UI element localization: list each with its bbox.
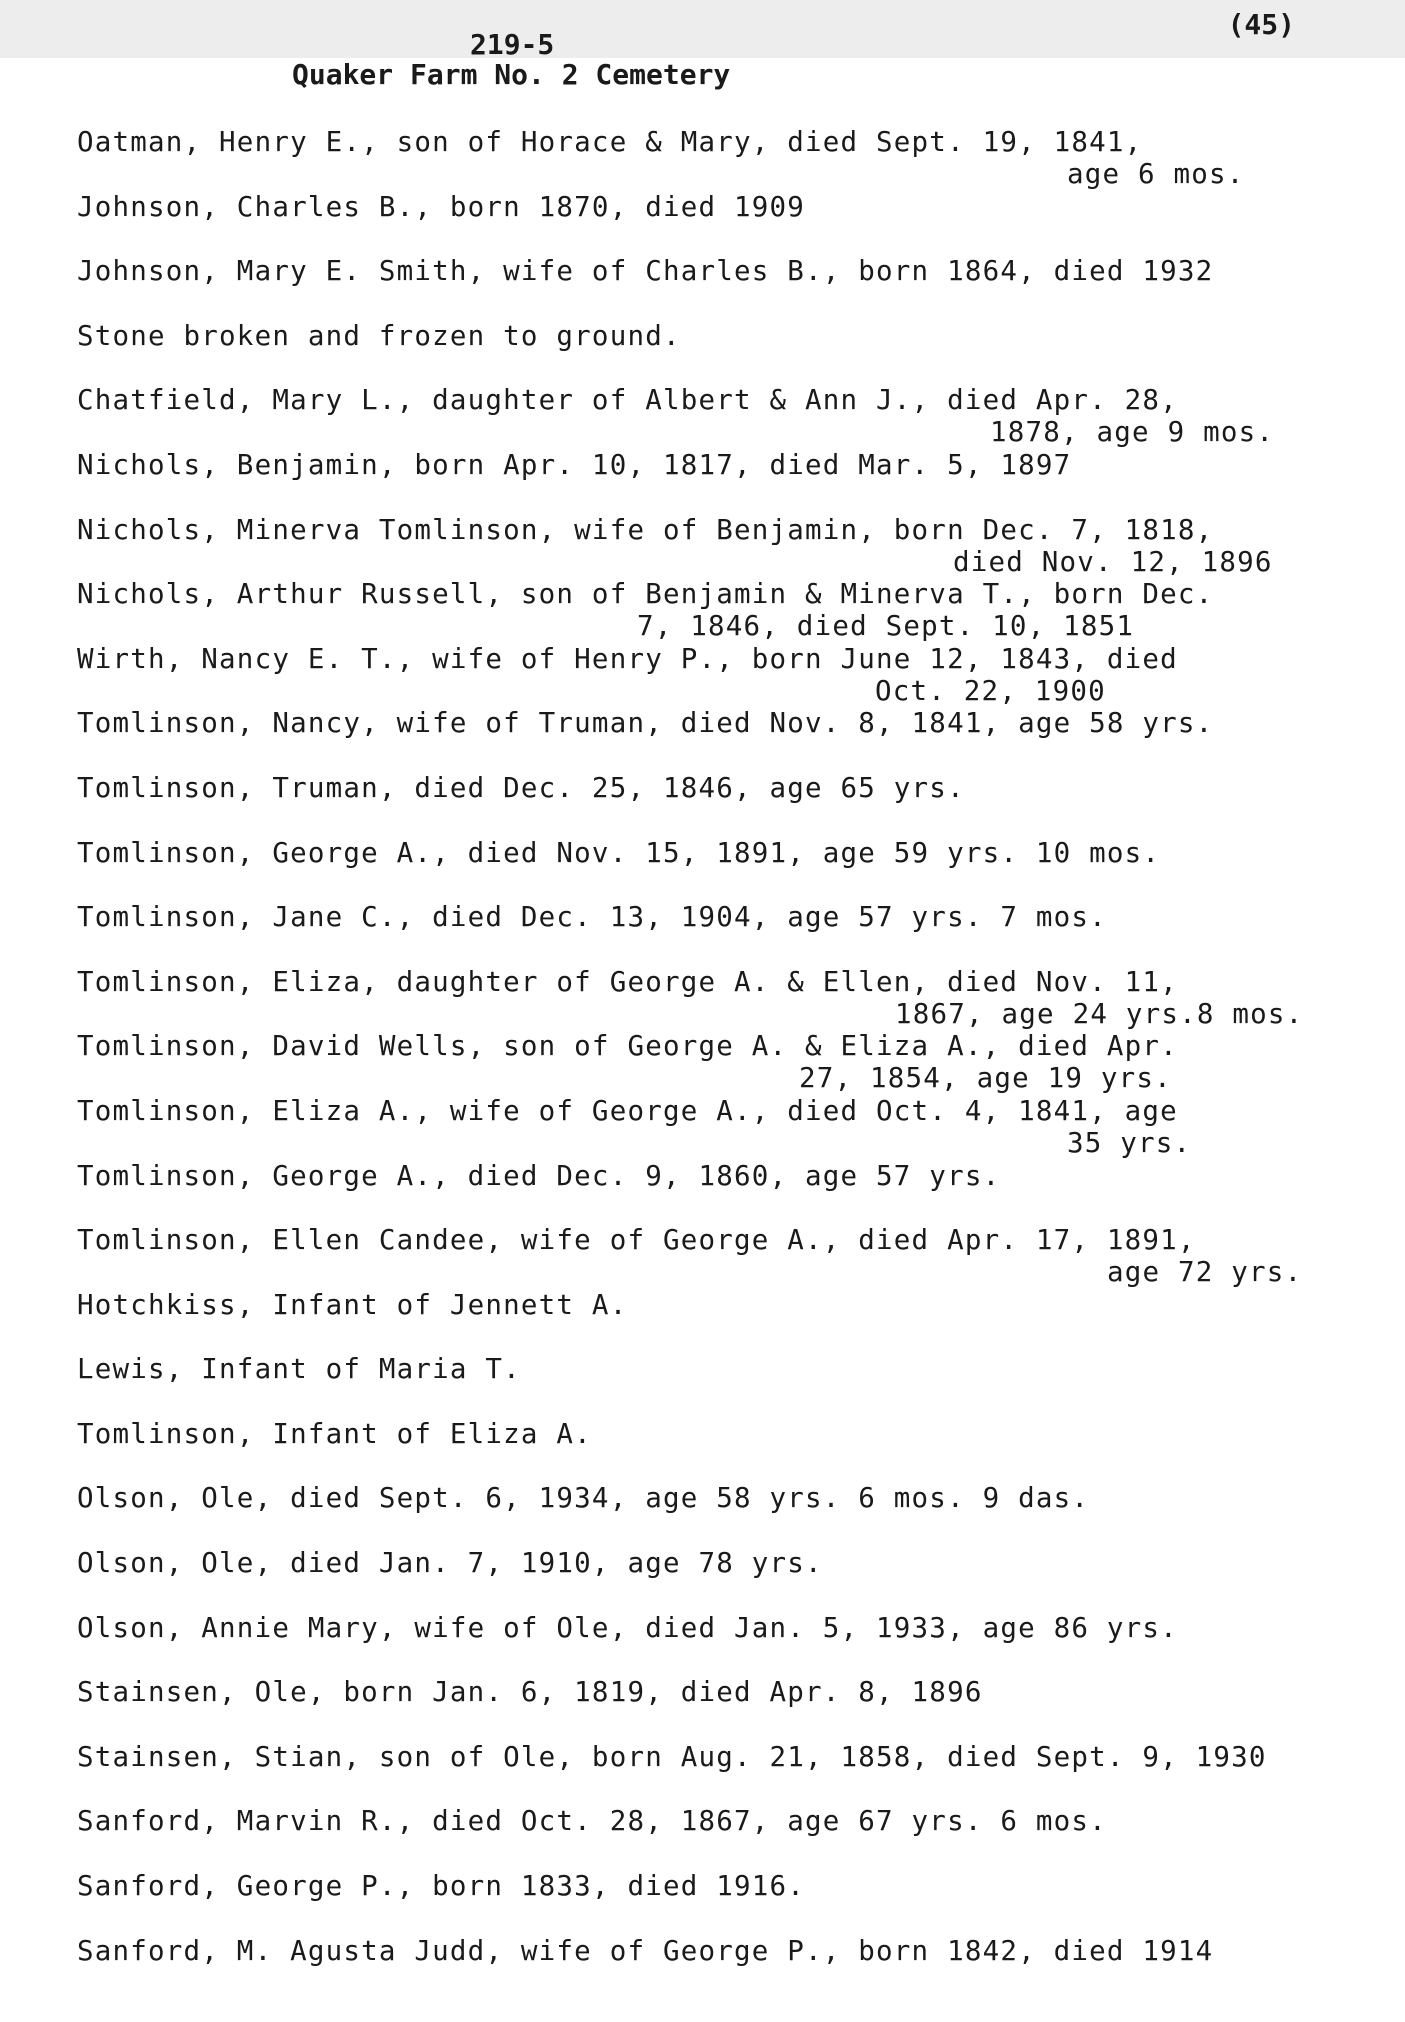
record-line: Olson, Annie Mary, wife of Ole, died Jan. 5, 1933, age 86 yrs.	[77, 1611, 1178, 1644]
record-continuation: age 6 mos.	[1067, 158, 1245, 190]
record-entry	[77, 1805, 1377, 1870]
record-line: Tomlinson, Jane C., died Dec. 13, 1904, age 57 yrs. 7 mos.	[77, 901, 1107, 934]
record-line: Tomlinson, Nancy, wife of Truman, died Nov. 8, 1841, age 58 yrs.	[77, 707, 1214, 740]
record-entry	[77, 643, 1377, 708]
record-entry	[77, 1418, 1377, 1483]
record-entry	[77, 126, 1377, 191]
record-entry	[77, 1160, 1377, 1225]
record-line: Tomlinson, Ellen Candee, wife of George A., died Apr. 17, 1891,	[77, 1224, 1196, 1257]
record-line: Wirth, Nancy E. T., wife of Henry P., born June 12, 1843, died	[77, 642, 1178, 675]
page-title: Quaker Farm No. 2 Cemetery	[292, 58, 731, 91]
record-entry	[77, 1224, 1377, 1289]
record-continuation: 27, 1854, age 19 yrs.	[799, 1062, 1172, 1095]
record-entry	[77, 1353, 1377, 1418]
record-line: Tomlinson, Truman, died Dec. 25, 1846, age 65 yrs.	[77, 771, 965, 804]
record-line: Sanford, M. Agusta Judd, wife of George P., born 1842, died 1914	[77, 1934, 1214, 1967]
record-continuation: died Nov. 12, 1896	[953, 545, 1273, 578]
record-line: Hotchkiss, Infant of Jennett A.	[77, 1288, 628, 1321]
document-code: 219-5	[470, 28, 555, 61]
record-continuation: Oct. 22, 1900	[875, 674, 1106, 707]
record-entry	[77, 449, 1377, 514]
scan-top-strip	[0, 0, 1405, 58]
record-line: Sanford, George P., born 1833, died 1916.	[77, 1870, 806, 1903]
record-line: Lewis, Infant of Maria T.	[77, 1353, 521, 1386]
record-entry	[77, 1095, 1377, 1160]
record-line: Tomlinson, Eliza, daughter of George A. & Ellen, died Nov. 11,	[77, 965, 1178, 998]
record-line: Tomlinson, Eliza A., wife of George A., died Oct. 4, 1841, age	[77, 1094, 1178, 1127]
record-line: Johnson, Charles B., born 1870, died 1909	[77, 190, 806, 223]
record-line: Nichols, Benjamin, born Apr. 10, 1817, died Mar. 5, 1897	[77, 448, 1072, 481]
record-entry	[77, 1289, 1377, 1354]
cemetery-record-list	[77, 126, 1377, 1999]
record-entry	[77, 320, 1377, 385]
record-continuation: age 72 yrs.	[1107, 1256, 1303, 1289]
record-entry	[77, 1741, 1377, 1806]
record-entry	[77, 1547, 1377, 1612]
record-entry	[77, 1870, 1377, 1935]
record-entry	[77, 578, 1377, 643]
record-entry	[77, 384, 1377, 449]
record-continuation: 35 yrs.	[1067, 1126, 1192, 1159]
record-continuation: 7, 1846, died Sept. 10, 1851	[637, 610, 1135, 643]
record-continuation: 1867, age 24 yrs.8 mos.	[895, 997, 1304, 1030]
record-entry	[77, 1482, 1377, 1547]
record-line: Nichols, Arthur Russell, son of Benjamin & Minerva T., born Dec.	[77, 578, 1214, 611]
page-number: (45)	[1227, 8, 1295, 41]
record-line: Olson, Ole, died Jan. 7, 1910, age 78 yrs.	[77, 1547, 823, 1580]
record-entry	[77, 1030, 1377, 1095]
record-entry	[77, 837, 1377, 902]
record-line: Stainsen, Stian, son of Ole, born Aug. 21, 1858, died Sept. 9, 1930	[77, 1740, 1267, 1773]
record-line: Stainsen, Ole, born Jan. 6, 1819, died Apr. 8, 1896	[77, 1676, 983, 1709]
record-line: Tomlinson, David Wells, son of George A. & Eliza A., died Apr.	[77, 1030, 1178, 1063]
record-line: Olson, Ole, died Sept. 6, 1934, age 58 yrs. 6 mos. 9 das.	[77, 1482, 1090, 1515]
record-entry	[77, 1612, 1377, 1677]
record-line: Chatfield, Mary L., daughter of Albert & Ann J., died Apr. 28,	[77, 384, 1178, 417]
record-line: Johnson, Mary E. Smith, wife of Charles B., born 1864, died 1932	[77, 255, 1214, 288]
record-line: Tomlinson, George A., died Dec. 9, 1860, age 57 yrs.	[77, 1159, 1001, 1192]
record-entry	[77, 707, 1377, 772]
record-entry	[77, 255, 1377, 320]
record-line: Sanford, Marvin R., died Oct. 28, 1867, age 67 yrs. 6 mos.	[77, 1805, 1107, 1838]
record-continuation: 1878, age 9 mos.	[990, 416, 1275, 449]
record-entry	[77, 514, 1377, 579]
record-entry	[77, 191, 1377, 256]
record-line: Tomlinson, George A., died Nov. 15, 1891, age 59 yrs. 10 mos.	[77, 836, 1161, 869]
record-entry	[77, 1676, 1377, 1741]
record-entry	[77, 901, 1377, 966]
record-entry	[77, 772, 1377, 837]
record-entry	[77, 966, 1377, 1031]
record-entry	[77, 1935, 1377, 2000]
record-line: Tomlinson, Infant of Eliza A.	[77, 1417, 592, 1450]
record-line: Oatman, Henry E., son of Horace & Mary, died Sept. 19, 1841,	[77, 126, 1143, 158]
record-line: Stone broken and frozen to ground.	[77, 319, 681, 352]
record-line: Nichols, Minerva Tomlinson, wife of Benjamin, born Dec. 7, 1818,	[77, 513, 1214, 546]
